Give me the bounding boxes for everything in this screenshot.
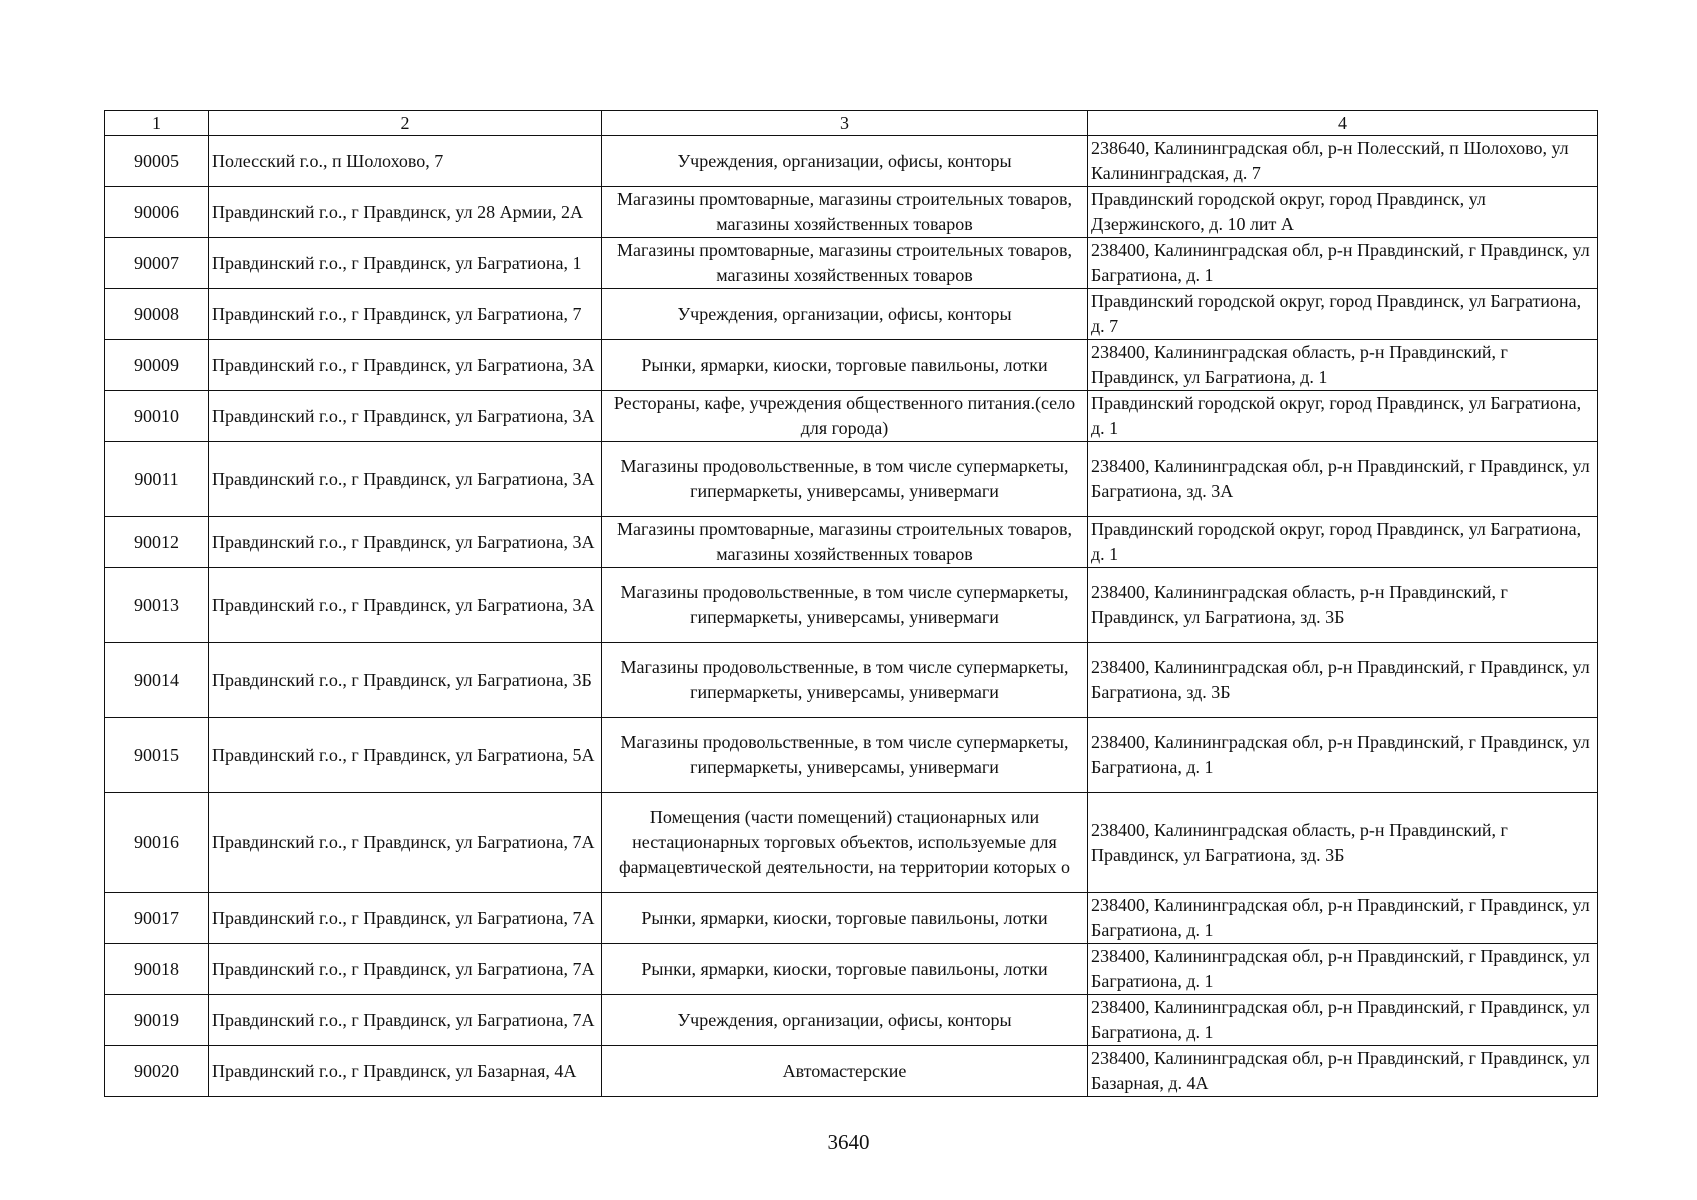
object-type: Магазины продовольственные, в том числе супермаркеты, гипермаркеты, универсамы, универмаги	[602, 643, 1088, 718]
object-type: Магазины продовольственные, в том числе супермаркеты, гипермаркеты, универсамы, универмаги	[602, 442, 1088, 517]
object-address: 238400, Калининградская область, р-н Правдинский, г Правдинск, ул Багратиона, зд. 3Б	[1088, 793, 1598, 893]
object-type: Рынки, ярмарки, киоски, торговые павильоны, лотки	[602, 340, 1088, 391]
column-header-4: 4	[1088, 111, 1598, 136]
table-row	[105, 893, 1598, 944]
object-type: Магазины продовольственные, в том числе супермаркеты, гипермаркеты, универсамы, универмаги	[602, 568, 1088, 643]
object-location: Полесский г.о., п Шолохово, 7	[209, 136, 602, 187]
table-row	[105, 517, 1598, 568]
object-type: Магазины продовольственные, в том числе супермаркеты, гипермаркеты, универсамы, универмаги	[602, 718, 1088, 793]
column-header-2: 2	[209, 111, 602, 136]
row-id: 90013	[105, 568, 209, 643]
object-address: 238400, Калининградская обл, р-н Правдинский, г Правдинск, ул Багратиона, д. 1	[1088, 944, 1598, 995]
row-id: 90018	[105, 944, 209, 995]
object-address: 238640, Калининградская обл, р-н Полесский, п Шолохово, ул Калининградская, д. 7	[1088, 136, 1598, 187]
table-row	[105, 340, 1598, 391]
table-row	[105, 238, 1598, 289]
object-location: Правдинский г.о., г Правдинск, ул Багратиона, 1	[209, 238, 602, 289]
object-location: Правдинский г.о., г Правдинск, ул Багратиона, 7А	[209, 793, 602, 893]
row-id: 90008	[105, 289, 209, 340]
object-address: Правдинский городской округ, город Правдинск, ул Багратиона, д. 1	[1088, 517, 1598, 568]
object-location: Правдинский г.о., г Правдинск, ул Багратиона, 3А	[209, 568, 602, 643]
object-address: 238400, Калининградская обл, р-н Правдинский, г Правдинск, ул Багратиона, д. 1	[1088, 238, 1598, 289]
object-address: 238400, Калининградская область, р-н Правдинский, г Правдинск, ул Багратиона, д. 1	[1088, 340, 1598, 391]
page-number: 3640	[827, 1130, 870, 1154]
row-id: 90014	[105, 643, 209, 718]
object-location: Правдинский г.о., г Правдинск, ул Багратиона, 7А	[209, 893, 602, 944]
object-type: Рестораны, кафе, учреждения общественного питания.(село для города)	[602, 391, 1088, 442]
row-id: 90009	[105, 340, 209, 391]
object-type: Рынки, ярмарки, киоски, торговые павильоны, лотки	[602, 944, 1088, 995]
object-type: Магазины промтоварные, магазины строительных товаров, магазины хозяйственных товаров	[602, 517, 1088, 568]
object-type: Учреждения, организации, офисы, конторы	[602, 136, 1088, 187]
row-id: 90005	[105, 136, 209, 187]
object-location: Правдинский г.о., г Правдинск, ул Багратиона, 3Б	[209, 643, 602, 718]
column-header-1: 1	[105, 111, 209, 136]
table-row	[105, 442, 1598, 517]
object-address: 238400, Калининградская обл, р-н Правдинский, г Правдинск, ул Багратиона, д. 1	[1088, 893, 1598, 944]
table-row	[105, 793, 1598, 893]
row-id: 90017	[105, 893, 209, 944]
object-location: Правдинский г.о., г Правдинск, ул Багратиона, 7А	[209, 995, 602, 1046]
object-location: Правдинский г.о., г Правдинск, ул Багратиона, 3А	[209, 391, 602, 442]
row-id: 90012	[105, 517, 209, 568]
column-header-3: 3	[602, 111, 1088, 136]
object-address: 238400, Калининградская область, р-н Правдинский, г Правдинск, ул Багратиона, зд. 3Б	[1088, 568, 1598, 643]
object-address: Правдинский городской округ, город Правдинск, ул Багратиона, д. 7	[1088, 289, 1598, 340]
object-type: Учреждения, организации, офисы, конторы	[602, 995, 1088, 1046]
row-id: 90007	[105, 238, 209, 289]
object-address: 238400, Калининградская обл, р-н Правдинский, г Правдинск, ул Базарная, д. 4А	[1088, 1046, 1598, 1097]
object-address: 238400, Калининградская обл, р-н Правдинский, г Правдинск, ул Багратиона, зд. 3А	[1088, 442, 1598, 517]
object-location: Правдинский г.о., г Правдинск, ул Базарная, 4А	[209, 1046, 602, 1097]
table-row	[105, 289, 1598, 340]
table-row	[105, 1046, 1598, 1097]
object-location: Правдинский г.о., г Правдинск, ул Багратиона, 3А	[209, 442, 602, 517]
table-row	[105, 568, 1598, 643]
object-type: Магазины промтоварные, магазины строительных товаров, магазины хозяйственных товаров	[602, 187, 1088, 238]
register-table	[104, 110, 1598, 1097]
object-location: Правдинский г.о., г Правдинск, ул Багратиона, 3А	[209, 517, 602, 568]
table-row	[105, 643, 1598, 718]
object-address: 238400, Калининградская обл, р-н Правдинский, г Правдинск, ул Багратиона, д. 1	[1088, 995, 1598, 1046]
object-location: Правдинский г.о., г Правдинск, ул Багратиона, 3А	[209, 340, 602, 391]
object-type: Рынки, ярмарки, киоски, торговые павильоны, лотки	[602, 893, 1088, 944]
object-type: Автомастерские	[602, 1046, 1088, 1097]
row-id: 90015	[105, 718, 209, 793]
object-address: 238400, Калининградская обл, р-н Правдинский, г Правдинск, ул Багратиона, зд. 3Б	[1088, 643, 1598, 718]
object-address: Правдинский городской округ, город Правдинск, ул Дзержинского, д. 10 лит А	[1088, 187, 1598, 238]
object-location: Правдинский г.о., г Правдинск, ул Багратиона, 7А	[209, 944, 602, 995]
row-id: 90019	[105, 995, 209, 1046]
table-row	[105, 391, 1598, 442]
object-address: 238400, Калининградская обл, р-н Правдинский, г Правдинск, ул Багратиона, д. 1	[1088, 718, 1598, 793]
object-type: Магазины промтоварные, магазины строительных товаров, магазины хозяйственных товаров	[602, 238, 1088, 289]
table-row	[105, 944, 1598, 995]
row-id: 90010	[105, 391, 209, 442]
table-row	[105, 187, 1598, 238]
object-location: Правдинский г.о., г Правдинск, ул Багратиона, 5А	[209, 718, 602, 793]
object-type: Помещения (части помещений) стационарных или нестационарных торговых объектов, используемые для фармацевтической деятельности, на территории которых о	[602, 793, 1088, 893]
table-row	[105, 718, 1598, 793]
object-address: Правдинский городской округ, город Правдинск, ул Багратиона, д. 1	[1088, 391, 1598, 442]
table-row	[105, 995, 1598, 1046]
object-type: Учреждения, организации, офисы, конторы	[602, 289, 1088, 340]
object-location: Правдинский г.о., г Правдинск, ул 28 Армии, 2А	[209, 187, 602, 238]
table-row	[105, 136, 1598, 187]
row-id: 90016	[105, 793, 209, 893]
header-row	[105, 111, 1598, 136]
row-id: 90011	[105, 442, 209, 517]
object-location: Правдинский г.о., г Правдинск, ул Багратиона, 7	[209, 289, 602, 340]
row-id: 90020	[105, 1046, 209, 1097]
row-id: 90006	[105, 187, 209, 238]
